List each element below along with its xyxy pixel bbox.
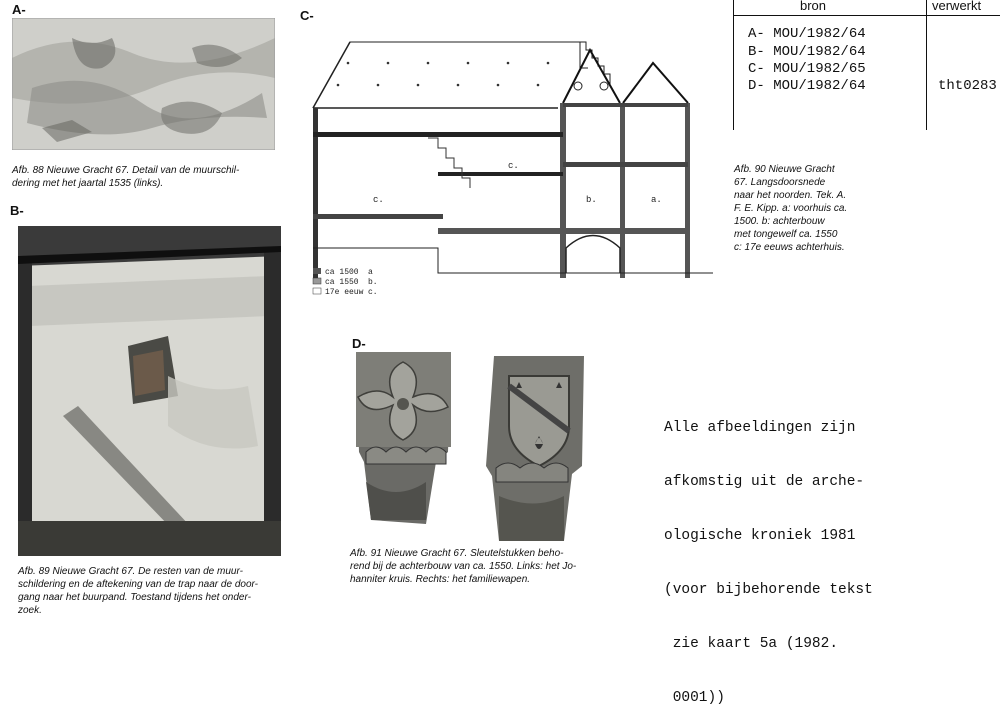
- table-column-divider: [926, 0, 927, 130]
- caption-afb89-line: Afb. 89 Nieuwe Gracht 67. De resten van de muur-: [18, 566, 243, 577]
- room-label-a: a.: [651, 195, 662, 205]
- caption-afb89-line: zoek.: [18, 605, 42, 616]
- table-row-bron: B- MOU/1982/64: [748, 44, 866, 60]
- label-a: A-: [12, 2, 26, 17]
- caption-afb90-line: Afb. 90 Nieuwe Gracht: [734, 164, 835, 175]
- caption-afb88-line: dering met het jaartal 1535 (links).: [12, 178, 164, 189]
- table-row-bron: D- MOU/1982/64: [748, 78, 866, 94]
- label-d: D-: [352, 336, 366, 351]
- keystone-cross-photo: [356, 352, 451, 524]
- caption-afb90: [734, 163, 862, 254]
- caption-afb90-line: c: 17e eeuws achterhuis.: [734, 242, 845, 253]
- note-line: Alle afbeeldingen zijn: [664, 420, 856, 436]
- caption-afb91-line: rend bij de achterbouw van ca. 1550. Links: het Jo-: [350, 561, 577, 572]
- wall-remains-photo: [18, 226, 281, 556]
- table-row-bron: A- MOU/1982/64: [748, 26, 866, 42]
- caption-afb91-line: Afb. 91 Nieuwe Gracht 67. Sleutelstukken beho-: [350, 548, 564, 559]
- caption-afb89-line: schildering en de aftekening van de trap naar de door-: [18, 579, 258, 590]
- room-label-c: c.: [373, 195, 384, 205]
- table-left-border: [733, 0, 734, 130]
- caption-afb89: [18, 565, 293, 617]
- caption-afb91-line: hanniter kruis. Rechts: het familiewapen.: [350, 574, 531, 585]
- caption-afb90-line: F. E. Kipp. a: voorhuis ca.: [734, 203, 848, 214]
- note-line: (voor bijbehorende tekst: [664, 582, 873, 598]
- caption-afb88: [12, 164, 287, 190]
- room-label-b: b.: [586, 195, 597, 205]
- table-row-bron: C- MOU/1982/65: [748, 61, 866, 77]
- legend-date-17e: 17e eeuw: [325, 288, 364, 297]
- typewritten-note: [664, 383, 873, 725]
- table-row-verwerkt: tht0283: [938, 78, 997, 94]
- label-c: C-: [300, 8, 314, 23]
- note-line: afkomstig uit de arche-: [664, 474, 865, 490]
- note-line: ologische kroniek 1981: [664, 528, 856, 544]
- longitudinal-section-drawing: [308, 28, 718, 298]
- label-b: B-: [10, 203, 24, 218]
- wall-painting-detail-photo: [12, 18, 275, 150]
- caption-afb91: [350, 547, 640, 586]
- legend-date-1500: ca 1500: [325, 268, 359, 277]
- caption-afb90-line: 67. Langsdoorsnede: [734, 177, 826, 188]
- note-line: zie kaart 5a (1982.: [664, 636, 839, 652]
- caption-afb90-line: naar het noorden. Tek. A.: [734, 190, 847, 201]
- room-label-c-upper: c.: [508, 161, 519, 171]
- table-header-divider: [733, 15, 1000, 16]
- legend-key-c: c.: [368, 288, 378, 297]
- legend-key-b: b.: [368, 278, 378, 287]
- table-header-bron: bron: [800, 0, 827, 13]
- caption-afb90-line: met tongewelf ca. 1550: [734, 229, 838, 240]
- caption-afb89-line: gang naar het buurpand. Toestand tijdens het onder-: [18, 592, 251, 603]
- keystone-coat-of-arms-photo: [484, 356, 584, 541]
- caption-afb88-line: Afb. 88 Nieuwe Gracht 67. Detail van de muurschil-: [12, 165, 240, 176]
- legend-date-1550: ca 1550: [325, 278, 359, 287]
- legend-key-a: a: [368, 268, 373, 277]
- table-header-verwerkt: verwerkt: [932, 0, 982, 13]
- caption-afb90-line: 1500. b: achterbouw: [734, 216, 825, 227]
- note-line: 0001)): [664, 690, 725, 706]
